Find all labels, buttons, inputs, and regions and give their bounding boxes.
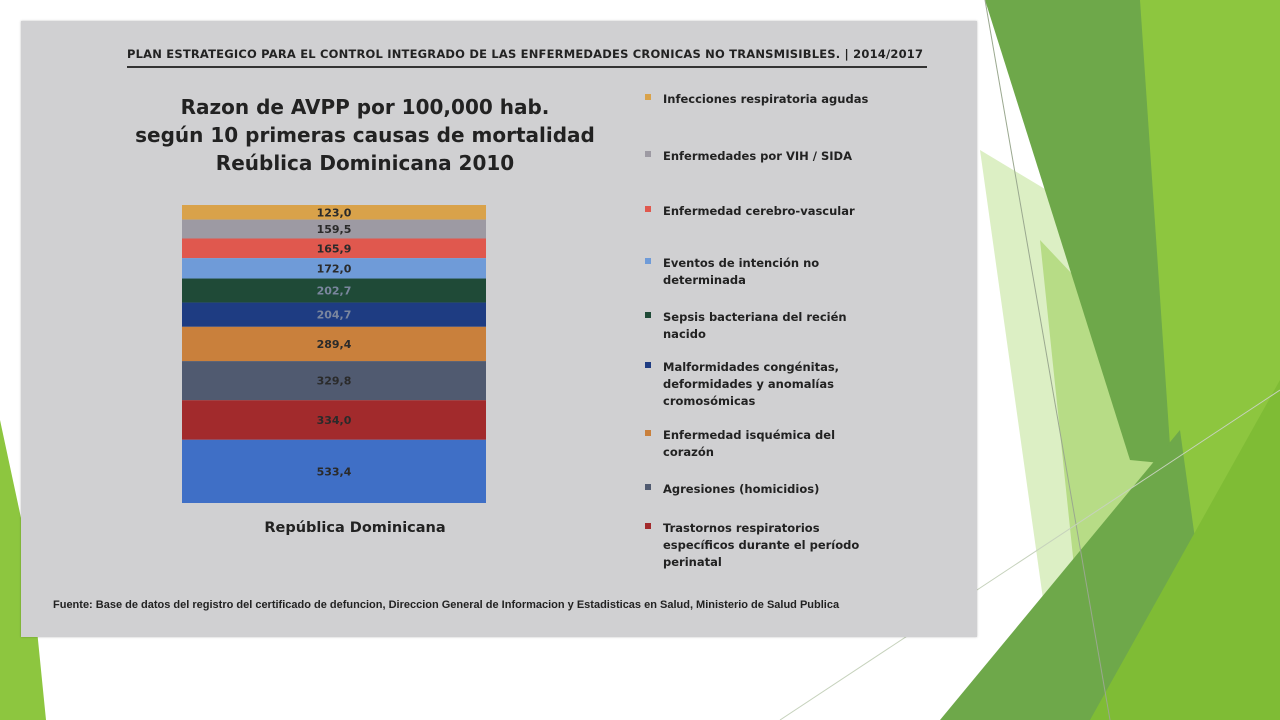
legend-label [663,520,903,571]
chart-title-line: Reública Dominicana 2010 [215,151,515,175]
source-note: Fuente: Base de datos del registro del certificado de defuncion, Direccion General de Informacion y Estadisticas en Salud, Ministerio de Salud Publica [53,599,840,611]
bar-value-label-8: 334,0 [316,413,352,427]
bar-value-label-0: 123,0 [316,206,352,220]
legend-swatch [645,484,651,490]
legend-label [663,148,903,165]
plan-header-title: PLAN ESTRATEGICO PARA EL CONTROL INTEGRADO DE LAS ENFERMEDADES CRONICAS NO TRANSMISIBLES. | 2014/2017 [127,47,924,61]
legend-label-line: nacido [663,327,706,341]
legend-label [663,427,903,461]
legend-swatch [645,430,651,436]
legend-label-line: Enfermedad isquémica del [663,428,836,442]
x-axis-category-label: República Dominicana [264,520,446,536]
bar-value-label-5: 204,7 [316,308,352,322]
bar-value-label-3: 172,0 [316,262,352,276]
legend-swatch [645,151,651,157]
legend-swatch [645,258,651,264]
bar-value-label-6: 289,4 [316,337,352,351]
legend-label-line: Enfermedad cerebro-vascular [663,204,855,218]
legend-label-line: Agresiones (homicidios) [663,482,820,496]
bar-value-label-9: 533,4 [316,465,352,479]
legend-label-line: Infecciones respiratoria agudas [663,92,869,106]
legend-label-line: Malformidades congénitas, [663,360,840,374]
legend-label-line: cromosómicas [663,394,756,408]
legend-label [663,203,903,220]
legend-label [663,255,903,289]
legend-label-line: Trastornos respiratorios [663,521,820,535]
legend-label-line: determinada [663,273,746,287]
bar-value-label-1: 159,5 [316,223,352,237]
legend-label-line: corazón [663,445,714,459]
legend-label-line: deformidades y anomalías [663,377,834,391]
chart-title-line: según 10 primeras causas de mortalidad [135,123,595,147]
legend-label [663,309,903,343]
chart-title-line: Razon de AVPP por 100,000 hab. [180,95,550,119]
bar-value-label-7: 329,8 [316,374,352,388]
legend-label-line: Enfermedades por VIH / SIDA [663,149,852,163]
legend-label-line: Sepsis bacteriana del recién [663,310,847,324]
legend-swatch [645,523,651,529]
legend-label-line: perinatal [663,555,722,569]
legend-swatch [645,312,651,318]
legend-label [663,359,903,410]
legend-label [663,481,903,498]
legend-label-line: específicos durante el período [663,538,860,552]
bar-value-label-2: 165,9 [316,242,352,256]
chart-panel [21,21,977,637]
legend-swatch [645,362,651,368]
legend-label-line: Eventos de intención no [663,256,820,270]
legend-swatch [645,94,651,100]
legend-label [663,91,903,108]
bar-value-label-4: 202,7 [316,284,352,298]
legend-swatch [645,206,651,212]
